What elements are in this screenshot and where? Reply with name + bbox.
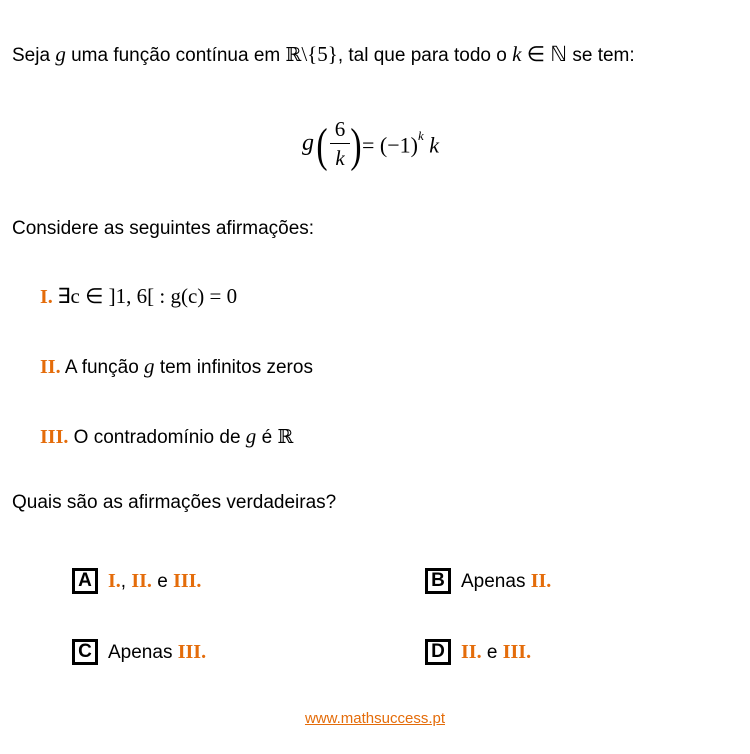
intro-sentence — [12, 42, 635, 67]
option-d-letter[interactable]: D — [425, 639, 451, 665]
intro-mid: uma função contínua em — [71, 45, 281, 66]
option-c[interactable] — [72, 639, 206, 665]
option-d-n1: II. — [461, 640, 482, 663]
intro-seja: Seja — [12, 45, 51, 66]
option-a-and: e — [157, 570, 168, 592]
function-symbol: g — [55, 42, 66, 66]
fraction-denominator: k — [335, 146, 345, 170]
option-a-n1: I. — [108, 569, 121, 592]
fraction — [330, 116, 350, 171]
reals-symbol: ℝ — [285, 44, 302, 66]
option-b-letter[interactable]: B — [425, 568, 451, 594]
formula-rhs-base: = (−1) — [362, 132, 418, 158]
consider-heading: Considere as seguintes afirmações: — [12, 218, 315, 239]
option-a-sep: , — [120, 570, 127, 592]
footer-link[interactable]: www.mathsuccess.pt — [304, 710, 446, 727]
statement-3 — [40, 424, 293, 449]
question-text: Quais são as afirmações verdadeiras? — [12, 492, 337, 513]
intro-tail: , tal que para todo o — [337, 45, 507, 66]
option-c-prefix: Apenas — [108, 641, 173, 663]
option-b[interactable] — [425, 568, 551, 594]
option-c-letter[interactable]: C — [72, 639, 98, 665]
option-b-prefix: Apenas — [461, 570, 526, 592]
statement-2-g: g — [144, 354, 155, 378]
option-a-n3: III. — [173, 569, 202, 592]
statement-3-reals: ℝ — [277, 426, 294, 448]
option-d-n2: III. — [502, 640, 532, 663]
option-a-n2: II. — [131, 569, 152, 592]
fraction-numerator: 6 — [334, 117, 346, 141]
formula-rhs-k: k — [429, 132, 440, 158]
option-a[interactable] — [72, 568, 201, 594]
option-a-text — [108, 570, 201, 593]
main-formula — [300, 114, 460, 178]
statement-3-numeral: III. — [40, 426, 69, 448]
footer — [0, 710, 750, 727]
statement-3-g: g — [245, 424, 257, 448]
statement-1-numeral: I. — [40, 286, 53, 308]
right-paren: ) — [350, 119, 362, 172]
option-d-text — [461, 641, 531, 664]
domain-exclusion: \{5} — [301, 42, 338, 66]
option-a-letter[interactable]: A — [72, 568, 98, 594]
formula-g: g — [302, 130, 314, 156]
statement-1 — [40, 284, 237, 309]
statement-1-text: ∃c ∈ ]1, 6[ : g(c) = 0 — [57, 284, 238, 308]
naturals-membership: ∈ ℕ — [526, 42, 568, 66]
statement-2-numeral: II. — [40, 356, 61, 378]
statement-3-text-a: O contradomínio de — [73, 427, 241, 448]
formula-exponent: k — [417, 128, 424, 143]
formula-rhs — [362, 128, 440, 158]
option-b-n1: II. — [530, 569, 552, 592]
intro-end: se tem: — [572, 45, 635, 66]
option-c-n1: III. — [177, 640, 207, 663]
left-paren: ( — [316, 119, 328, 172]
statement-2-text-a: A função — [64, 357, 139, 378]
option-c-text — [108, 641, 206, 664]
statement-2-text-b: tem infinitos zeros — [159, 357, 313, 378]
k-symbol: k — [512, 42, 522, 66]
statement-2 — [40, 354, 313, 379]
statement-3-text-b: é — [261, 427, 273, 448]
option-d-and: e — [486, 641, 498, 663]
fraction-bar — [330, 143, 350, 144]
option-d[interactable] — [425, 639, 531, 665]
option-b-text — [461, 570, 551, 593]
